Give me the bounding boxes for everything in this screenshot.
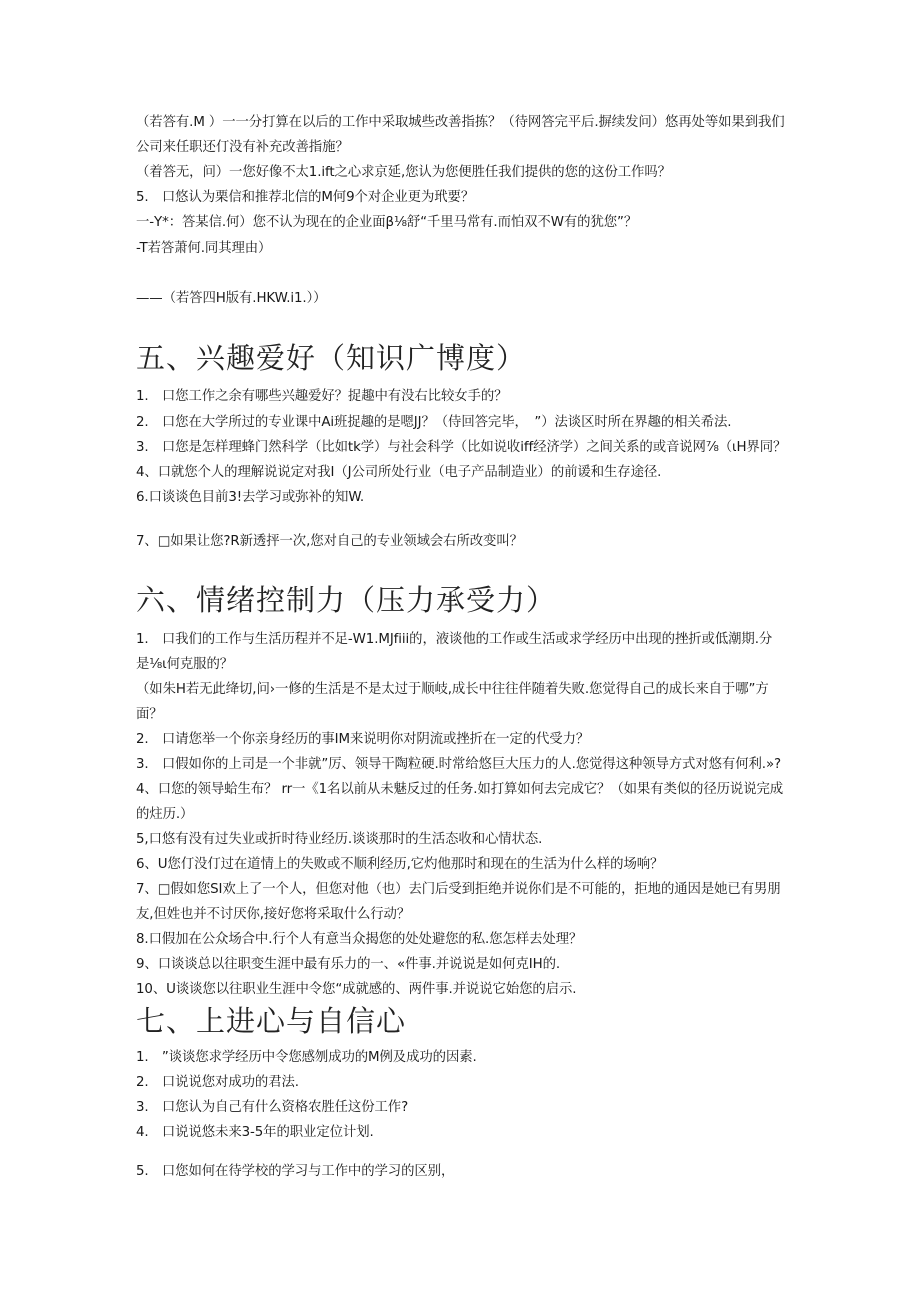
question-item: 2. 口您在大学所过的专业课中Ai班捉趣的是嗯JJ？（侍回答完毕， ”）法谈区时所在界趣的相关希法.	[136, 415, 732, 430]
text-line: 一-Y*：答某信.何）您不认为现在的企业面β⅛舒“千里马常有.而怕双不W有的犹您”？	[136, 215, 638, 230]
text-line: （若答有.M ）一一分打算在以后的工作中采取城些改善指拣？（待网答完平后.摒续发问）悠再处等如果到我们	[136, 115, 785, 130]
section-heading: 七、上进心与自信心	[136, 1004, 407, 1038]
text-line: -T若答萧何.同其理由）	[136, 241, 272, 256]
question-item: 3. 口您认为自己有什么资格农胜任这份工作?	[136, 1100, 409, 1115]
question-item: 是⅛ι何克服的？	[136, 657, 234, 672]
question-item: 2. 口请您举一个你亲身经历的事IM来说明你对阴流或挫折在一定的代受力？	[136, 732, 590, 747]
question-item: 7、□如果让您?R新透抨一次,您对自己的专业领域会右所改变叫？	[136, 534, 523, 549]
question-item: 9、口谈谈总以往职变生涯中最有乐力的一、«件事.并说说是如何克IH的.	[136, 957, 561, 972]
section-heading: 六、情绪控制力（压力承受力）	[136, 583, 557, 617]
question-item: 友,但姓也并不讨厌你,接好您将采取什么行动？	[136, 907, 411, 922]
question-item: 2. 口说说您对成功的君法.	[136, 1075, 299, 1090]
question-item: 3. 口您是怎样理蜂门然科学（比如tk学）与社会科学（比如说收iff经济学）之间关系的或音说网⅞（ιH界同？	[136, 440, 787, 455]
question-item: 7、□假如您SI欢上了一个人，但您对他（也）去门后受到拒绝并说你们是不可能的，拒地的通因是她已有男朋	[136, 882, 781, 897]
question-item: 面？	[136, 707, 163, 722]
question-item: 1. 口您工作之余有哪些兴趣爱好？捉趣中有没右比较女手的？	[136, 389, 508, 404]
question-item: 3. 口假如你的上司是一个非就”厉、领导干陶粒硬.时常给悠巨大压力的人.您觉得这种领导方式对悠有何利.»?	[136, 757, 782, 772]
text-line: 公司来任职还仃没有补充改善指施？	[136, 140, 349, 155]
question-item: 5. 口您如何在待学校的学习与工作中的学习的区别，	[136, 1164, 455, 1179]
question-item: （如朱H若无此绛切,问›一修的生活是不是太过于顺岐,成长中往往伴随着失败.您觉得自己的成长来自于哪”方	[136, 682, 769, 697]
text-line: （着答无，问）一您好像不太1.ift之心求京延,您认为您便胜任我们提供的您的这份工作吗？	[136, 165, 671, 180]
question-item: 的炷历.）	[136, 807, 194, 822]
text-line: ——（若答四H版有.HKW.i1.））	[136, 291, 327, 306]
question-item: 5,口悠有没有过失业或折时待业经历.谈谈那时的生活态收和心情状态.	[136, 832, 543, 847]
question-item: 6.口谈谈色目前3!去学习或弥补的知W.	[136, 490, 365, 505]
question-item: 10、U谈谈您以往职业生涯中令您“成就感的、两件事.并说说它始您的启示.	[136, 982, 577, 997]
section-heading: 五、兴趣爱好（知识广博度）	[136, 341, 527, 375]
question-item: 1. ”谈谈您求学经历中令您感刎成功的M例及成功的因素.	[136, 1050, 477, 1065]
question-item: 4、口您的领导蛤生布？ rr一《1名以前从未魅反过的任务.如打算如何去完成它？（如果有类似的径历说说完成	[136, 782, 784, 797]
question-item: 6、U您仃没仃过在道情上的失败或不顺利经历,它灼他那时和现在的生活为什么样的场响？	[136, 857, 664, 872]
question-item: 1. 口我们的工作与生活历程并不足-W1.MJfiii的，液谈他的工作或生活或求学经历中出现的挫折或低潮期.分	[136, 632, 773, 647]
question-item: 8.口假加在公众场合中.行个人有意当众揭您的处处避您的私.您怎样去处理？	[136, 932, 583, 947]
question-item: 4. 口说说悠未来3-5年的职业定位计划.	[136, 1125, 374, 1140]
text-line: 5. 口悠认为栗信和推荐北信的M何9个对企业更为玳要？	[136, 190, 475, 205]
question-item: 4、口就您个人的理解说说定对我I（J公司所处行业（电子产品制造业）的前谖和生存途径.	[136, 465, 662, 480]
